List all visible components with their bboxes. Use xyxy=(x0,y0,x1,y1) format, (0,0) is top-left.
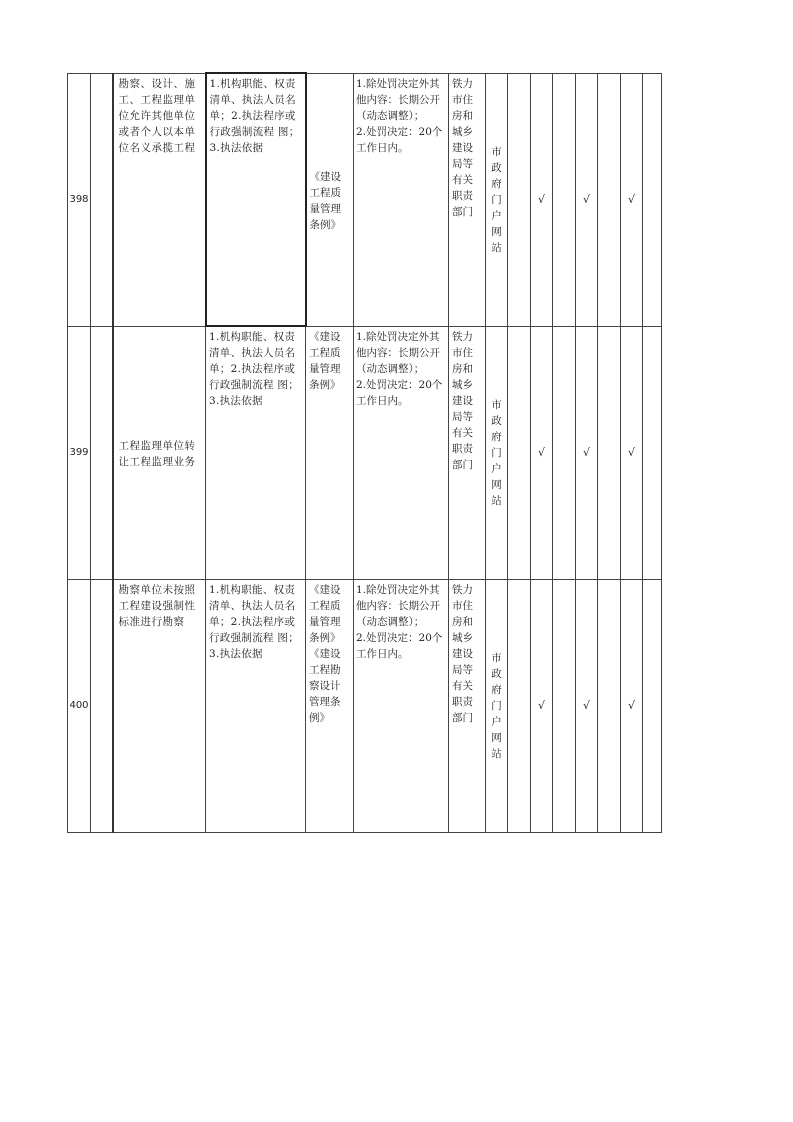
check-cell xyxy=(643,73,662,326)
check-cell: √ xyxy=(576,326,598,579)
blank-cell xyxy=(91,73,113,326)
check-cell: √ xyxy=(531,326,553,579)
check-cell xyxy=(508,73,531,326)
table-body xyxy=(68,73,662,832)
dept-cell: 铁力市住房和城乡建设局等有关职责部门 xyxy=(449,326,486,579)
check-cell: √ xyxy=(576,579,598,832)
law-cell: 《建设工程质量管理条例》 xyxy=(306,73,354,326)
channel-cell: 市政府门户网站 xyxy=(486,326,508,579)
check-cell xyxy=(553,73,576,326)
check-cell: √ xyxy=(621,579,643,832)
dept-cell: 铁力市住房和城乡建设局等有关职责部门 xyxy=(449,579,486,832)
table-row xyxy=(68,73,662,326)
disclosure-table xyxy=(67,72,662,833)
item-cell: 勘察单位未按照工程建设强制性标准进行勘察 xyxy=(113,579,206,832)
check-cell xyxy=(598,326,621,579)
row-number: 400 xyxy=(68,579,91,832)
table-row xyxy=(68,579,662,832)
check-cell: √ xyxy=(621,326,643,579)
check-cell xyxy=(598,73,621,326)
basis-cell: 1.机构职能、权责清单、执法人员名单；2.执法程序或行政强制流程 图；3.执法依据 xyxy=(206,73,306,326)
check-cell: √ xyxy=(531,579,553,832)
table-row xyxy=(68,326,662,579)
check-cell xyxy=(553,579,576,832)
item-cell: 工程监理单位转让工程监理业务 xyxy=(113,326,206,579)
row-number: 399 xyxy=(68,326,91,579)
basis-cell: 1.机构职能、权责清单、执法人员名单；2.执法程序或行政强制流程 图；3.执法依据 xyxy=(206,326,306,579)
channel-cell: 市政府门户网站 xyxy=(486,579,508,832)
check-cell xyxy=(508,326,531,579)
row-number: 398 xyxy=(68,73,91,326)
check-cell xyxy=(598,579,621,832)
blank-cell xyxy=(91,579,113,832)
check-cell xyxy=(643,579,662,832)
dept-cell: 铁力市住房和城乡建设局等有关职责部门 xyxy=(449,73,486,326)
check-cell xyxy=(553,326,576,579)
channel-cell: 市政府门户网站 xyxy=(486,73,508,326)
item-cell: 勘察、设计、施工、工程监理单位允许其他单位或者个人以本单位名义承揽工程 xyxy=(113,73,206,326)
period-cell: 1.除处罚决定外其他内容：长期公开（动态调整）； 2.处罚决定：20个工作日内。 xyxy=(354,73,449,326)
check-cell: √ xyxy=(621,73,643,326)
check-cell: √ xyxy=(576,73,598,326)
law-cell: 《建设工程质量管理条例》《建设工程勘察设计管理条例》 xyxy=(306,579,354,832)
law-cell: 《建设工程质量管理条例》 xyxy=(306,326,354,579)
check-cell xyxy=(508,579,531,832)
period-cell: 1.除处罚决定外其他内容：长期公开（动态调整）； 2.处罚决定：20个工作日内。 xyxy=(354,579,449,832)
basis-cell: 1.机构职能、权责清单、执法人员名单；2.执法程序或行政强制流程 图；3.执法依据 xyxy=(206,579,306,832)
period-cell: 1.除处罚决定外其他内容：长期公开（动态调整）； 2.处罚决定：20个工作日内。 xyxy=(354,326,449,579)
blank-cell xyxy=(91,326,113,579)
check-cell xyxy=(643,326,662,579)
check-cell: √ xyxy=(531,73,553,326)
